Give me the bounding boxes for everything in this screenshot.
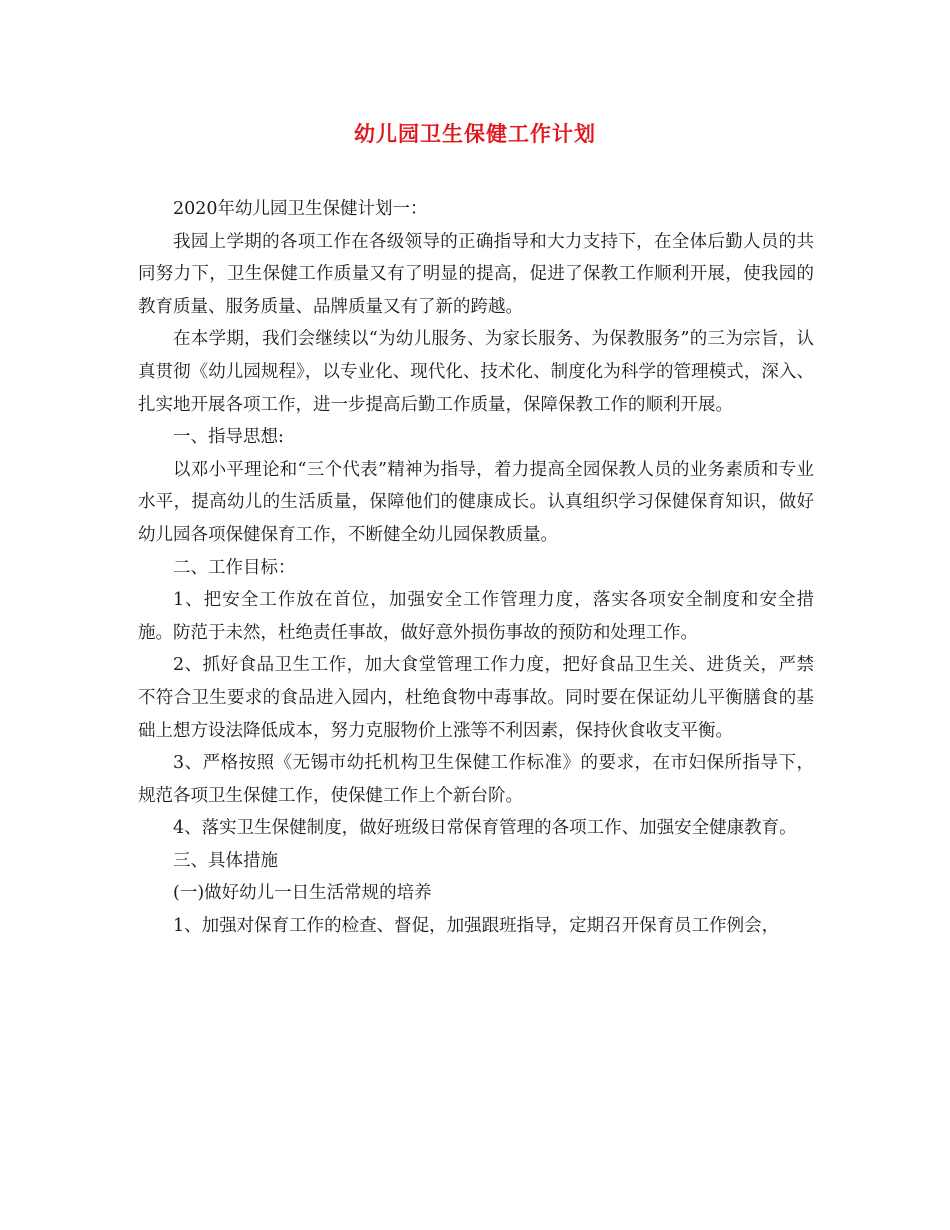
list-item: 1、加强对保育工作的检查、督促，加强跟班指导，定期召开保育员工作例会， — [173, 916, 780, 937]
section-heading: 二、工作目标： — [173, 557, 296, 578]
document-body — [138, 193, 814, 943]
section-heading: 一、指导思想: — [173, 427, 284, 448]
document-title: 幼儿园卫生保健工作计划 — [354, 122, 596, 146]
section-heading: 三、具体措施 — [173, 850, 278, 871]
paragraph: 在本学期，我们会继续以“为幼儿服务、为家长服务、为保教服务”的三为宗旨，认真贯彻《幼儿园规程》，以专业化、现代化、技术化、制度化为科学的管理模式，深入、扎实地开展各项工作，进一步提高后勤工作质量，保障保教工作的顺利开展。 — [138, 329, 814, 415]
paragraph: 2020年幼儿园卫生保健计划一： — [173, 199, 428, 219]
list-item: 3、严格按照《无锡市幼托机构卫生保健工作标准》的要求，在市妇保所指导下，规范各项卫生保健工作，使保健工作上个新台阶。 — [138, 753, 814, 806]
list-item: 4、落实卫生保健制度，做好班级日常保育管理的各项工作、加强安全健康教育。 — [173, 818, 797, 839]
list-item: 1、把安全工作放在首位，加强安全工作管理力度，落实各项安全制度和安全措施。防范于未然，杜绝责任事故，做好意外损伤事故的预防和处理工作。 — [138, 590, 814, 643]
list-item: 2、抓好食品卫生工作，加大食堂管理工作力度，把好食品卫生关、进货关，严禁不符合卫生要求的食品进入园内，杜绝食物中毒事故。同时要在保证幼儿平衡膳食的基础上想方设法降低成本，努力克服物价上涨等不利因素，保持伙食收支平衡。 — [138, 655, 814, 741]
paragraph: 以邓小平理论和“三个代表”精神为指导，着力提高全园保教人员的业务素质和专业水平，提高幼儿的生活质量，保障他们的健康成长。认真组织学习保健保育知识，做好幼儿园各项保健保育工作，不断健全幼儿园保教质量。 — [138, 459, 814, 545]
subsection-heading: (一)做好幼儿一日生活常规的培养 — [173, 883, 432, 904]
paragraph: 我园上学期的各项工作在各级领导的正确指导和大力支持下，在全体后勤人员的共同努力下，卫生保健工作质量又有了明显的提高，促进了保教工作顺利开展，使我园的教育质量、服务质量、品牌质量又有了新的跨越。 — [138, 231, 814, 317]
